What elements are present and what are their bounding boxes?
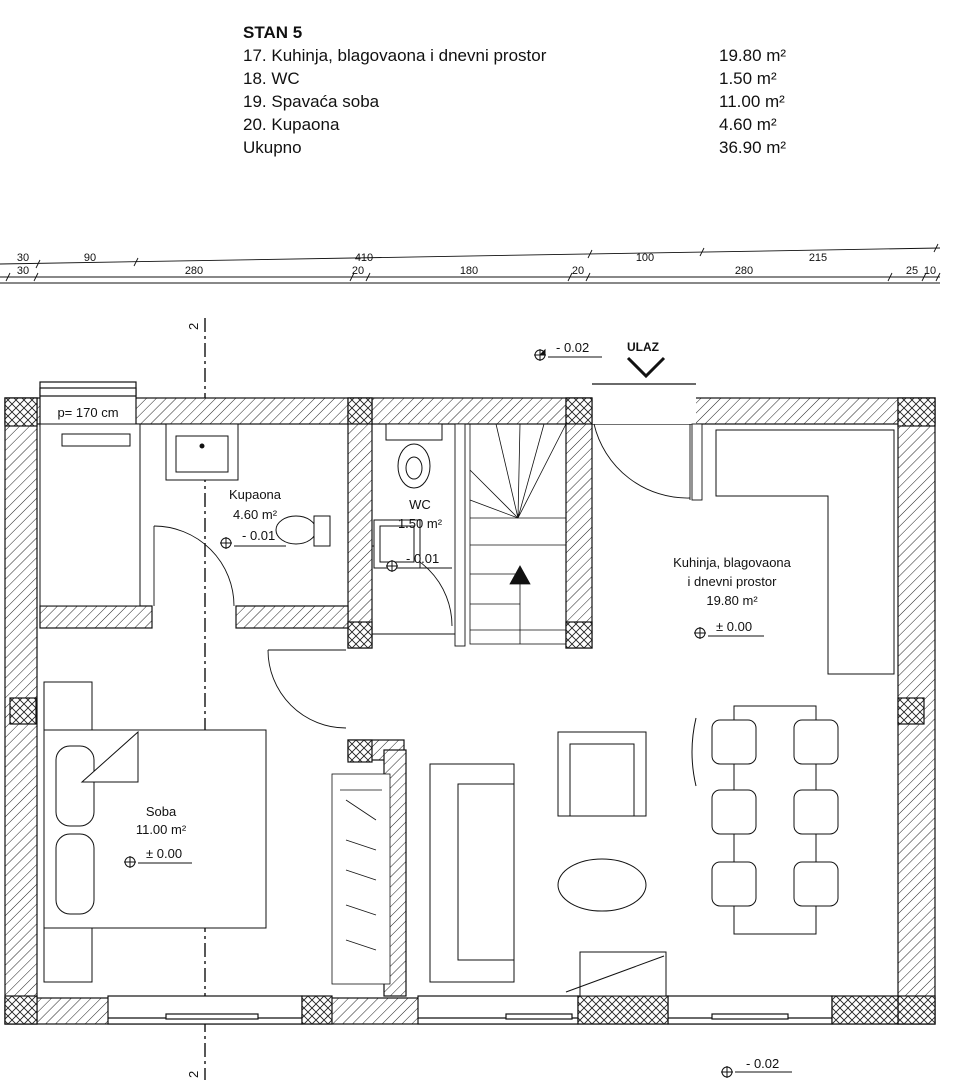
level-marker-living bbox=[694, 619, 764, 639]
room-living-area: 19.80 m² bbox=[706, 593, 758, 608]
room-bedroom-area: 11.00 m² bbox=[135, 822, 187, 837]
dim-bottom-1: 30 bbox=[16, 265, 30, 277]
dim-top-5: 215 bbox=[808, 252, 828, 264]
legend-room-label: 20. Kupaona bbox=[243, 115, 340, 134]
dim-bottom-2: 280 bbox=[184, 265, 204, 277]
room-living-name-2: i dnevni prostor bbox=[687, 574, 777, 589]
entrance-marker bbox=[627, 340, 664, 376]
room-living-name-1: Kuhinja, blagovaona bbox=[673, 555, 791, 570]
dim-top-1: 30 bbox=[16, 252, 30, 264]
dim-bottom-5: 20 bbox=[571, 265, 585, 277]
legend-room-area: 11.00 m² bbox=[719, 92, 785, 111]
room-bedroom-name: Soba bbox=[145, 804, 177, 819]
level-marker-entry bbox=[534, 340, 602, 361]
level-bathroom-text: - 0.01 bbox=[242, 528, 276, 543]
kitchen-counter bbox=[716, 430, 894, 674]
apartment-title: STAN 5 bbox=[243, 23, 303, 42]
wardrobe bbox=[332, 774, 390, 984]
level-wc-text: - 0.01 bbox=[406, 551, 440, 566]
room-bathroom-name: Kupaona bbox=[228, 487, 282, 502]
dimension-lines bbox=[0, 244, 940, 283]
room-bathroom-area: 4.60 m² bbox=[232, 507, 278, 522]
entrance-label: ULAZ bbox=[627, 340, 659, 354]
legend-total-area: 36.90 m² bbox=[719, 138, 787, 157]
dim-bottom-7: 25 bbox=[905, 265, 919, 277]
living-furniture bbox=[430, 706, 838, 996]
dim-top-3: 410 bbox=[354, 252, 374, 264]
dim-bottom-6: 280 bbox=[734, 265, 754, 277]
dim-top-4: 100 bbox=[635, 252, 655, 264]
level-living-text: ± 0.00 bbox=[716, 619, 753, 634]
section-marker-top: 2 bbox=[186, 322, 201, 330]
legend-room-area: 19.80 m² bbox=[719, 46, 787, 65]
room-wc-area: 1.50 m² bbox=[397, 516, 443, 531]
section-marker-bottom: 2 bbox=[186, 1070, 201, 1078]
level-outside-text: - 0.02 bbox=[746, 1056, 780, 1071]
dim-top-2: 90 bbox=[83, 252, 97, 264]
room-wc-name: WC bbox=[409, 497, 431, 512]
legend-room-label: 19. Spavaća soba bbox=[243, 92, 380, 111]
dim-bottom-8: 10 bbox=[923, 265, 937, 277]
level-marker-outside bbox=[721, 1056, 792, 1078]
dim-bottom-3: 20 bbox=[351, 265, 365, 277]
legend-room-area: 4.60 m² bbox=[719, 115, 777, 134]
level-entry-text: - 0.02 bbox=[556, 340, 590, 355]
legend-total-label: Ukupno bbox=[243, 138, 302, 157]
stair bbox=[470, 424, 566, 644]
dim-bottom-4: 180 bbox=[459, 265, 479, 277]
legend-room-label: 17. Kuhinja, blagovaona i dnevni prostor bbox=[243, 46, 547, 65]
legend-room-label: 18. WC bbox=[243, 69, 300, 88]
legend-room-area: 1.50 m² bbox=[719, 69, 777, 88]
bathtub-label: p= 170 cm bbox=[57, 405, 119, 420]
level-bedroom-text: ± 0.00 bbox=[146, 846, 183, 861]
